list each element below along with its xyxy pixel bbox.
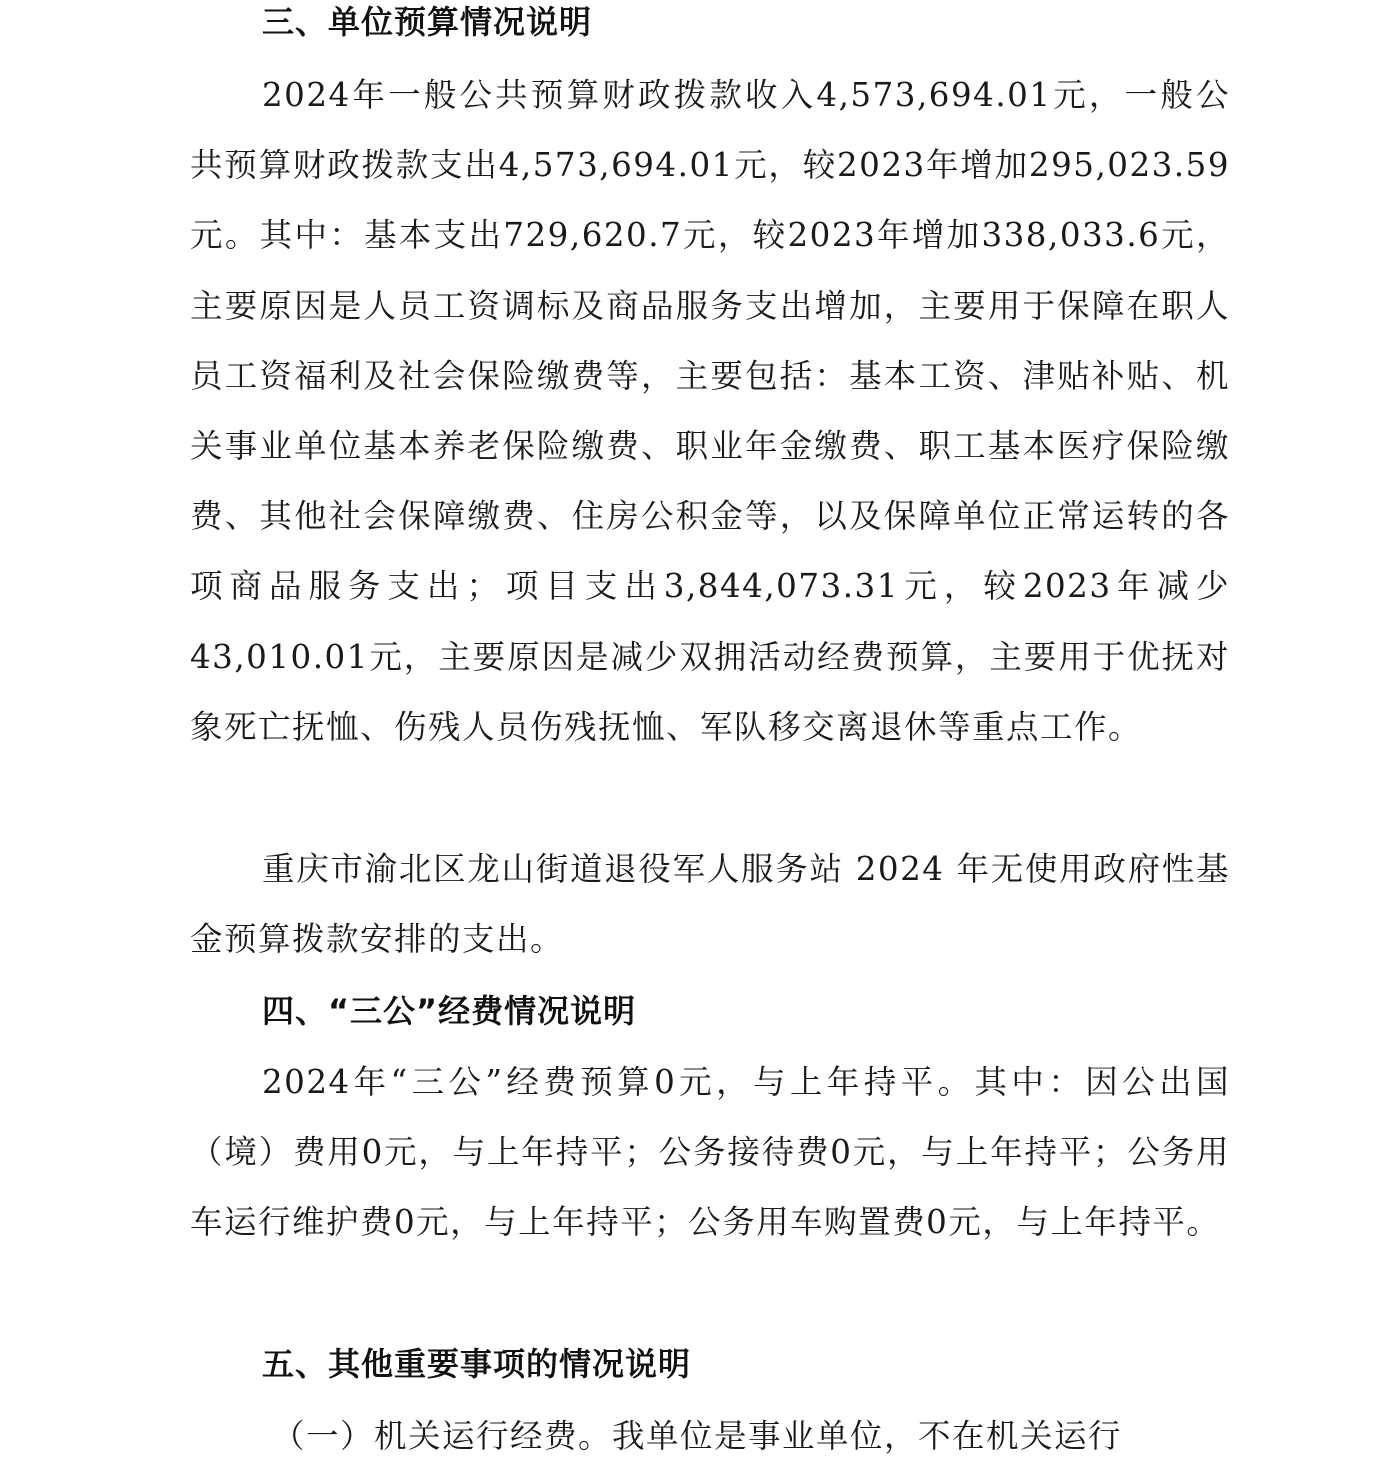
section-heading-three-public-expenses: 四、“三公”经费情况说明 [262, 992, 637, 1030]
section-heading-other-matters: 五、其他重要事项的情况说明 [262, 1345, 692, 1383]
paragraph-government-fund: 重庆市渝北区龙山街道退役军人服务站 2024 年无使用政府性基金预算拨款安排的支出。 [190, 850, 1230, 959]
paragraph-budget-overview: 2024年一般公共预算财政拨款收入4,573,694.01元，一般公共预算财政拨款支出4,573,694.01元，较2023年增加295,023.59元。其中：基本支出729,620.7元，较2023年增加338,033.6元，主要原因是人员工资调标及商品服务支出增加，主要用于保障在职人员工资福利及社会保险缴费等，主要包括：基本工资、津贴补贴、机关事业单位基本养老保险缴费、职业年金缴费、职工基本医疗保险缴费、其他社会保障缴费、住房公积金等，以及保障单位正常运转的各项商品服务支出；项目支出3,844,073.31元，较2023年减少43,010.01元，主要原因是减少双拥活动经费预算，主要用于优抚对象死亡抚恤、伤残人员伤残抚恤、军队移交离退休等重点工作。 [190, 76, 1230, 746]
paragraph-agency-operating-expenses: （一）机关运行经费。我单位是事业单位，不在机关运行 [272, 1417, 1123, 1455]
paragraph-three-public-expenses: 2024年“三公”经费预算0元，与上年持平。其中：因公出国（境）费用0元，与上年持平；公务接待费0元，与上年持平；公务用车运行维护费0元，与上年持平；公务用车购置费0元，与上年持平。 [190, 1063, 1230, 1242]
section-heading-unit-budget: 三、单位预算情况说明 [262, 3, 593, 41]
